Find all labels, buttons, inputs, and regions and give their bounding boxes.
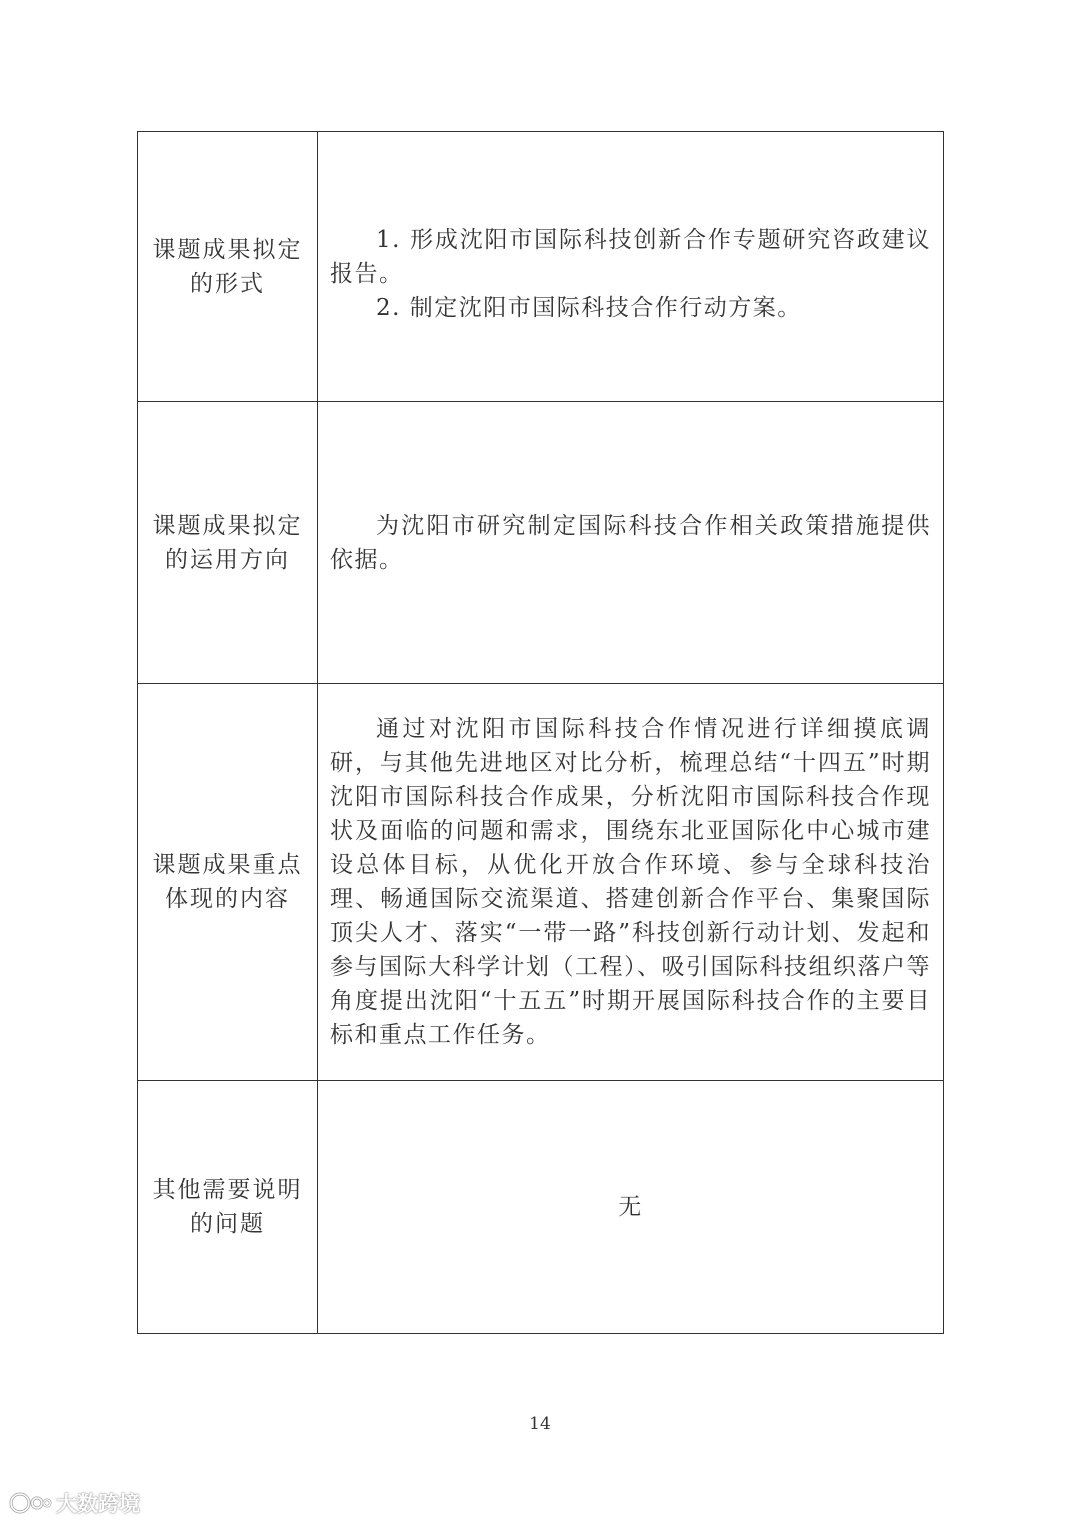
content-paragraph: 通过对沈阳市国际科技合作情况进行详细摸底调研，与其他先进地区对比分析，梳理总结“十四五”时期沈阳市国际科技合作成果，分析沈阳市国际科技合作现状及面临的问题和需求，围绕东北亚国际化中心城市建设总体目标，从优化开放合作环境、参与全球科技治理、畅通国际交流渠道、搭建创新合作平台、集聚国际顶尖人才、落实“一带一路”科技创新行动计划、发起和参与国际大科学计划（工程）、吸引国际科技组织落户等角度提出沈阳“十五五”时期开展国际科技合作的主要目标和重点工作任务。 — [330, 716, 931, 1048]
row-content-cell — [318, 402, 944, 684]
table-row — [138, 1081, 944, 1334]
form-table — [137, 131, 944, 1334]
row-label: 课题成果重点 体现的内容 — [152, 852, 303, 912]
row-content-cell — [318, 132, 944, 402]
row-label: 其他需要说明 的问题 — [152, 1177, 303, 1237]
content-paragraph: 2. 制定沈阳市国际科技合作行动方案。 — [376, 294, 802, 321]
watermark — [8, 1488, 140, 1518]
row-label-cell — [138, 132, 318, 402]
page-number: 14 — [529, 1414, 551, 1434]
row-label-cell — [138, 684, 318, 1081]
content-paragraph: 1. 形成沈阳市国际科技创新合作专题研究咨政建议报告。 — [330, 226, 931, 287]
table-row — [138, 132, 944, 402]
table-row — [138, 684, 944, 1081]
row-content-cell — [318, 684, 944, 1081]
table-row — [138, 402, 944, 684]
content-paragraph: 无 — [618, 1194, 643, 1220]
row-label-cell — [138, 402, 318, 684]
watermark-text: 大数跨境 — [56, 1492, 140, 1516]
content-paragraph: 为沈阳市研究制定国际科技合作相关政策措施提供依据。 — [330, 512, 931, 573]
row-label: 课题成果拟定 的形式 — [152, 236, 303, 297]
brand-logo-icon — [8, 1490, 52, 1516]
row-label: 课题成果拟定 的运用方向 — [152, 512, 303, 573]
row-content-cell — [318, 1081, 944, 1334]
row-label-cell — [138, 1081, 318, 1334]
